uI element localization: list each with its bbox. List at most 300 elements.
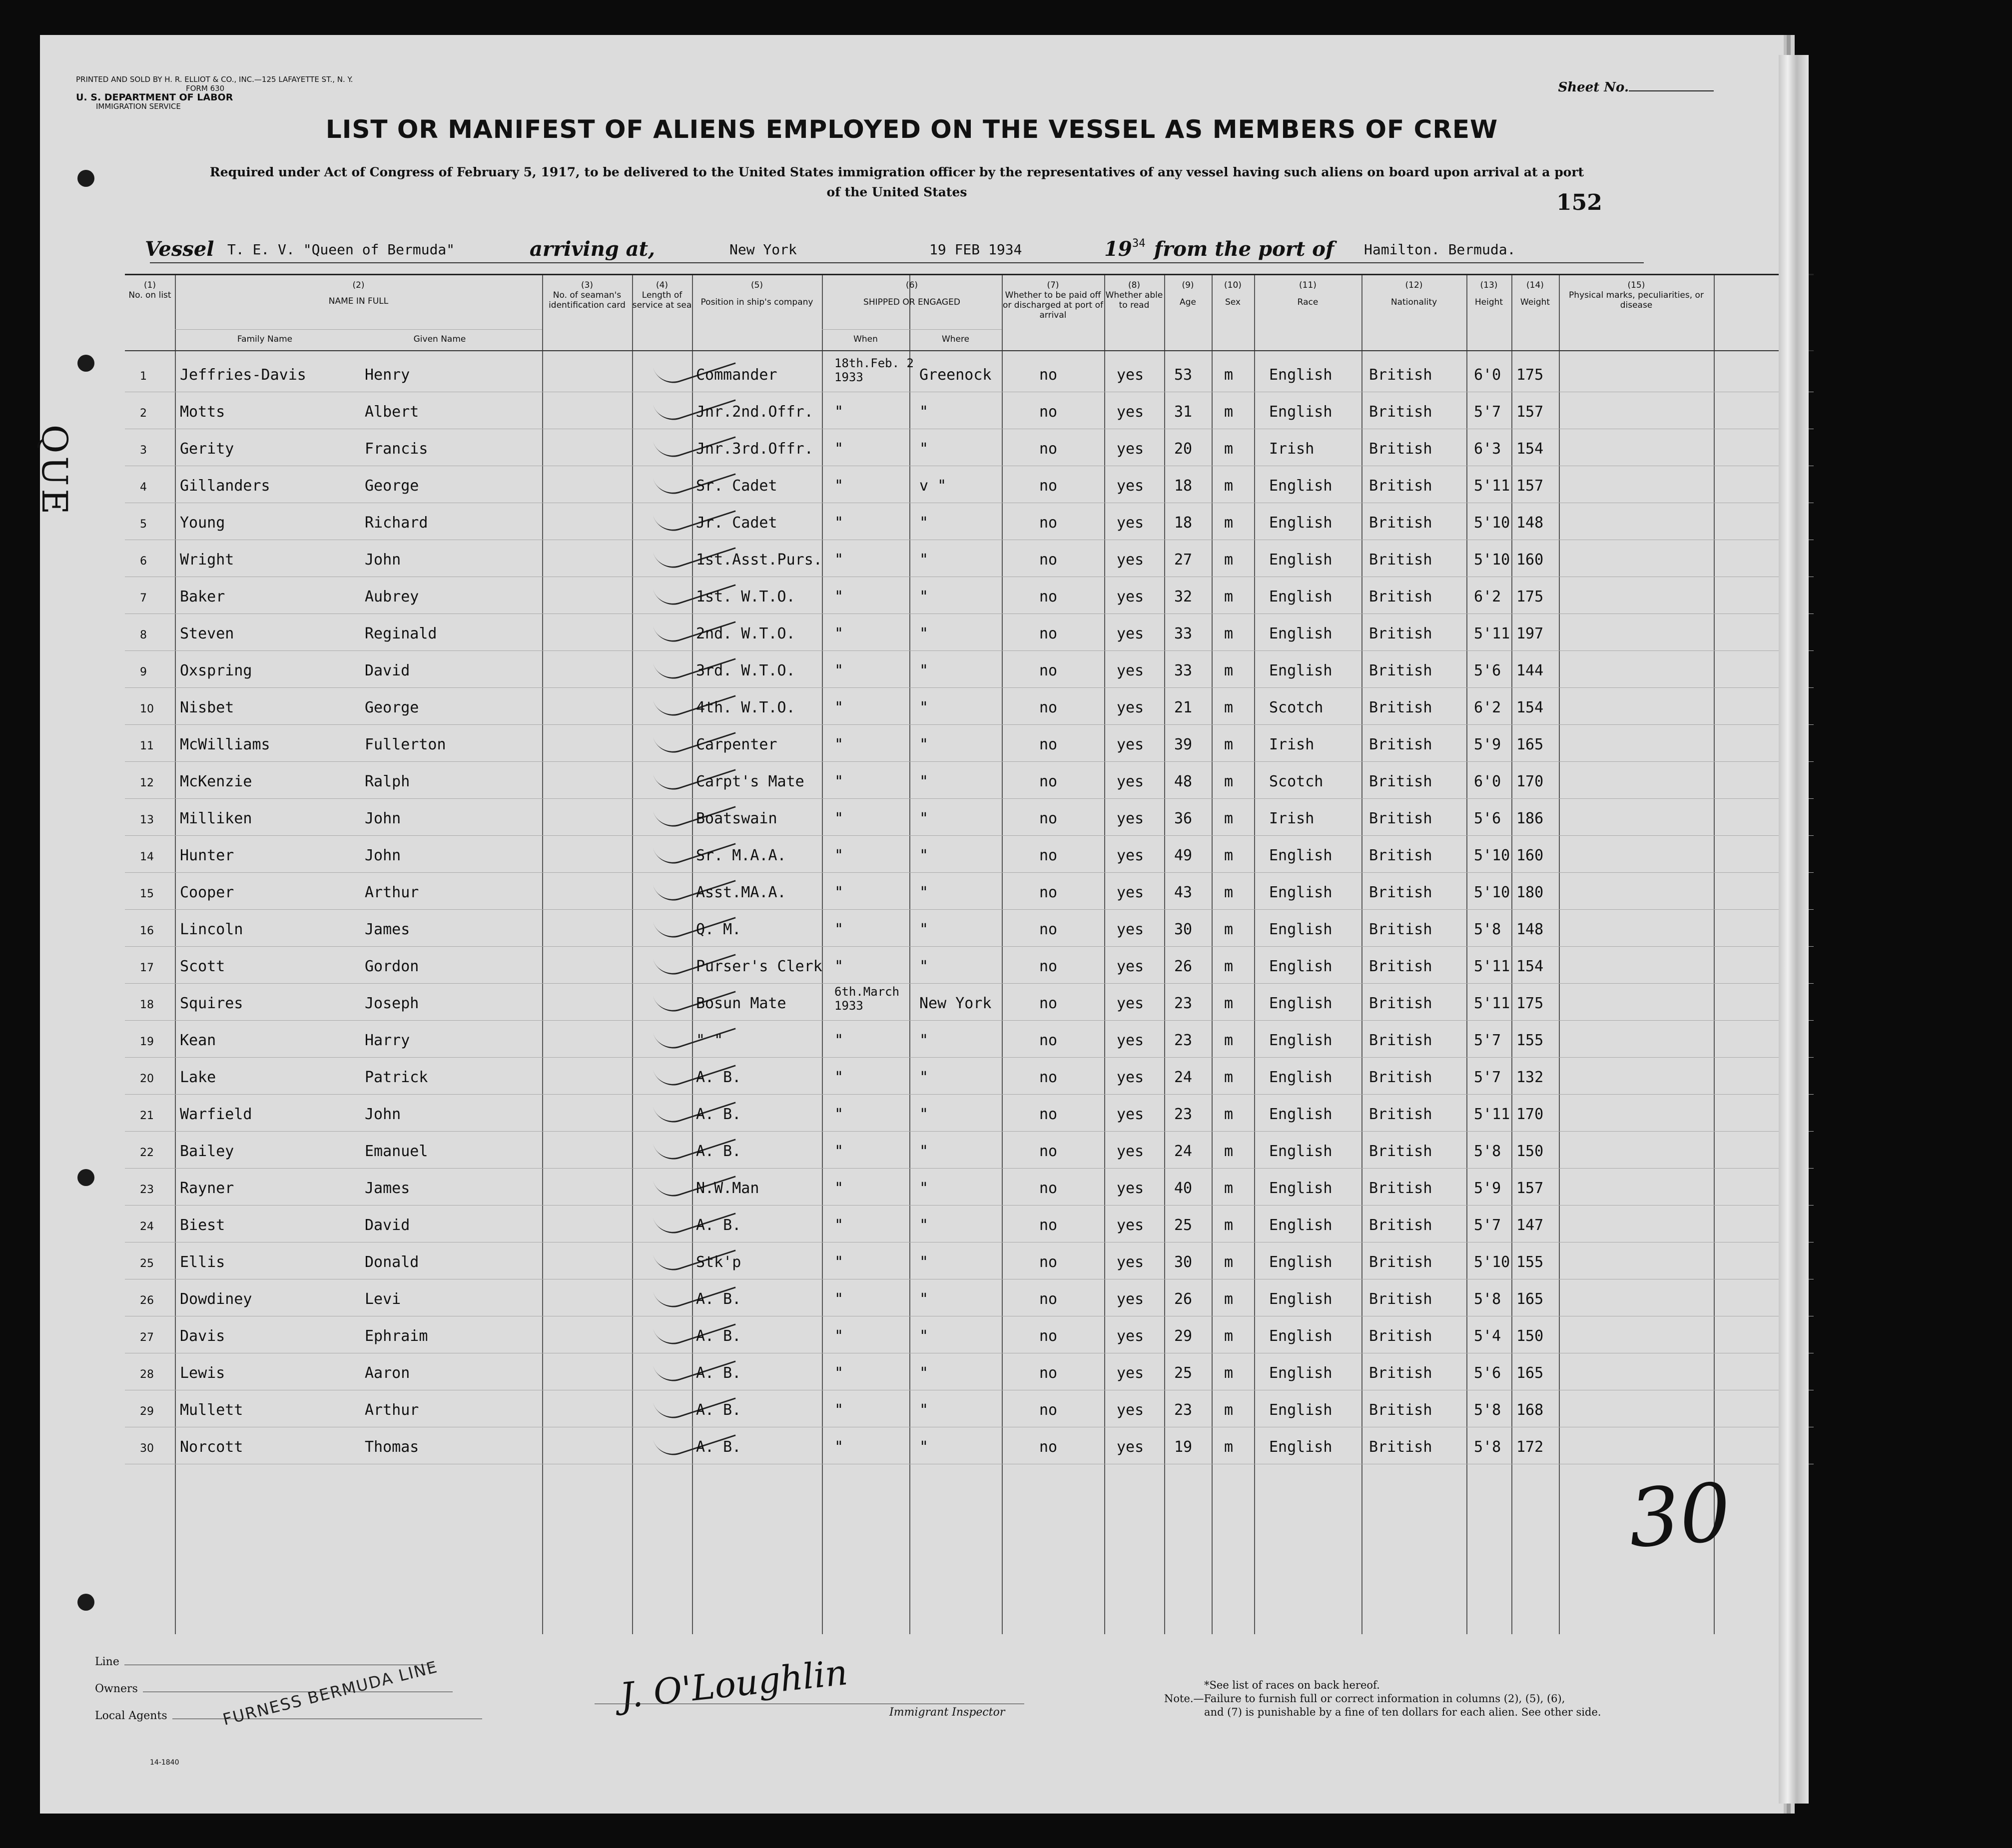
when-header: When (853, 334, 878, 344)
cell-sex: m (1224, 736, 1234, 753)
cell-age: 33 (1174, 625, 1193, 642)
cell-position: 1st.Asst.Purs. (696, 551, 822, 569)
cell-weight: 157 (1516, 477, 1544, 495)
cell-race: Irish (1269, 810, 1315, 827)
cell-family: Scott (180, 958, 225, 975)
cell-sex: m (1224, 1217, 1234, 1234)
cell-given: Henry (365, 366, 410, 384)
cell-given: Arthur (365, 884, 419, 901)
cell-paid: no (1039, 1438, 1058, 1456)
cell-paid: no (1039, 699, 1058, 716)
cell-no: 7 (140, 592, 147, 605)
cell-nat: British (1369, 1364, 1432, 1382)
cell-family: Ellis (180, 1253, 225, 1271)
cell-age: 26 (1174, 1290, 1193, 1308)
cell-age: 20 (1174, 440, 1193, 458)
cell-race: English (1269, 1069, 1333, 1086)
cell-age: 24 (1174, 1069, 1193, 1086)
cell-height: 5'10 (1474, 551, 1510, 569)
cell-nat: British (1369, 1032, 1432, 1049)
vessel-label: Vessel (145, 237, 214, 261)
where-header: Where (941, 334, 970, 344)
col-15-header: (15) Physical marks, peculiarities, or disease (1569, 280, 1704, 310)
cell-height: 5'7 (1474, 1217, 1501, 1234)
punch-hole (77, 355, 94, 372)
table-row (125, 1316, 1814, 1353)
cell-race: English (1269, 995, 1333, 1012)
printer-block (76, 75, 353, 111)
total-count-mark: 30 (1625, 1465, 1734, 1566)
cell-race: English (1269, 551, 1333, 569)
cell-position: Sr. M.A.A. (696, 847, 786, 864)
cell-sex: m (1224, 995, 1234, 1012)
page-number: 152 (1556, 190, 1602, 215)
cell-race: English (1269, 1180, 1333, 1197)
cell-nat: British (1369, 1290, 1432, 1308)
cell-nat: British (1369, 1069, 1432, 1086)
cell-no: 19 (140, 1036, 154, 1048)
cell-read: yes (1117, 1290, 1144, 1308)
cell-paid: no (1039, 514, 1058, 532)
table-row (125, 503, 1814, 540)
cell-weight: 154 (1516, 699, 1544, 716)
cell-position: Jnr.2nd.Offr. (696, 403, 813, 421)
cell-race: English (1269, 921, 1333, 938)
cell-when: " (834, 403, 844, 421)
cell-age: 21 (1174, 699, 1193, 716)
cell-weight: 170 (1516, 1106, 1544, 1123)
cell-age: 39 (1174, 736, 1193, 753)
cell-when: " (834, 1438, 844, 1456)
cell-race: English (1269, 1143, 1333, 1160)
cell-given: Richard (365, 514, 428, 532)
cell-where: " (919, 810, 929, 827)
cell-position: Stk'p (696, 1253, 741, 1271)
cell-family: Bailey (180, 1143, 234, 1160)
cell-nat: British (1369, 1438, 1432, 1456)
cell-read: yes (1117, 1253, 1144, 1271)
cell-age: 29 (1174, 1327, 1193, 1345)
cell-family: Cooper (180, 884, 234, 901)
cell-age: 23 (1174, 1401, 1193, 1419)
cell-no: 30 (140, 1442, 154, 1455)
cell-age: 25 (1174, 1217, 1193, 1234)
cell-sex: m (1224, 921, 1234, 938)
cell-given: Francis (365, 440, 428, 458)
table-row (125, 836, 1814, 873)
cell-weight: 155 (1516, 1253, 1544, 1271)
cell-paid: no (1039, 477, 1058, 495)
table-row (125, 1206, 1814, 1242)
line-label: Line (95, 1656, 119, 1668)
cell-nat: British (1369, 1143, 1432, 1160)
cell-given: Emanuel (365, 1143, 428, 1160)
cell-nat: British (1369, 440, 1432, 458)
cell-height: 5'4 (1474, 1327, 1501, 1345)
cell-no: 20 (140, 1073, 154, 1085)
cell-position: Carpt's Mate (696, 773, 804, 790)
cell-weight: 154 (1516, 440, 1544, 458)
col-3-header: (3) No. of seaman's identification card (549, 280, 626, 310)
cell-sex: m (1224, 1401, 1234, 1419)
cell-where: " (919, 1401, 929, 1419)
cell-age: 33 (1174, 662, 1193, 679)
given-name-header: Given Name (413, 334, 466, 344)
cell-nat: British (1369, 699, 1432, 716)
cell-paid: no (1039, 1401, 1058, 1419)
arriving-label: arriving at, (530, 237, 655, 261)
cell-nat: British (1369, 736, 1432, 753)
cell-height: 5'10 (1474, 514, 1510, 532)
table-row (125, 429, 1814, 466)
cell-when: " (834, 551, 844, 569)
cell-family: McKenzie (180, 773, 252, 790)
cell-read: yes (1117, 921, 1144, 938)
cell-when: " (834, 773, 844, 790)
cell-when: " (834, 625, 844, 642)
cell-position: A. B. (696, 1364, 741, 1382)
cell-nat: British (1369, 1217, 1432, 1234)
cell-age: 53 (1174, 366, 1193, 384)
table-row (125, 355, 1814, 392)
cell-age: 48 (1174, 773, 1193, 790)
cell-paid: no (1039, 551, 1058, 569)
cell-race: English (1269, 514, 1333, 532)
cell-nat: British (1369, 1401, 1432, 1419)
cell-read: yes (1117, 1032, 1144, 1049)
cell-no: 12 (140, 777, 154, 789)
cell-nat: British (1369, 477, 1432, 495)
cell-when: " (834, 736, 844, 753)
cell-weight: 197 (1516, 625, 1544, 642)
cell-paid: no (1039, 625, 1058, 642)
cell-family: Motts (180, 403, 225, 421)
cell-sex: m (1224, 773, 1234, 790)
cell-sex: m (1224, 958, 1234, 975)
cell-sex: m (1224, 588, 1234, 606)
cell-read: yes (1117, 1106, 1144, 1123)
cell-when: " (834, 514, 844, 532)
cell-nat: British (1369, 551, 1432, 569)
cell-weight: 168 (1516, 1401, 1544, 1419)
cell-given: Fullerton (365, 736, 446, 753)
cell-no: 13 (140, 814, 154, 826)
cell-age: 31 (1174, 403, 1193, 421)
cell-when: " (834, 1253, 844, 1271)
cell-where: " (919, 1290, 929, 1308)
cell-when: " (834, 1217, 844, 1234)
cell-no: 22 (140, 1147, 154, 1159)
cell-sex: m (1224, 1438, 1234, 1456)
cell-position: Asst.MA.A. (696, 884, 786, 901)
cell-weight: 154 (1516, 958, 1544, 975)
cell-where: " (919, 1253, 929, 1271)
cell-weight: 180 (1516, 884, 1544, 901)
cell-family: Lincoln (180, 921, 243, 938)
cell-race: English (1269, 847, 1333, 864)
margin-handwriting: QUE (34, 425, 75, 518)
requirement-line-1: Required under Act of Congress of February 5, 1917, to be delivered to the United States immigration officer by the representatives of any vessel having such aliens on board upon arrival at a port (209, 165, 1584, 179)
table-row (125, 910, 1814, 947)
cell-given: George (365, 699, 419, 716)
cell-family: McWilliams (180, 736, 270, 753)
cell-family: Rayner (180, 1180, 234, 1197)
cell-age: 40 (1174, 1180, 1193, 1197)
cell-where: " (919, 588, 929, 606)
cell-where: " (919, 699, 929, 716)
cell-paid: no (1039, 1032, 1058, 1049)
cell-weight: 160 (1516, 551, 1544, 569)
cell-family: Lewis (180, 1364, 225, 1382)
cell-read: yes (1117, 884, 1144, 901)
cell-no: 15 (140, 888, 154, 900)
cell-height: 5'8 (1474, 1438, 1501, 1456)
cell-given: John (365, 810, 401, 827)
cell-where: " (919, 847, 929, 864)
table-row (125, 1390, 1814, 1427)
cell-race: Irish (1269, 440, 1315, 458)
cell-family: Wright (180, 551, 234, 569)
cell-no: 8 (140, 629, 147, 641)
inspector-signature: J. O'Loughlin (618, 1652, 850, 1717)
cell-weight: 150 (1516, 1327, 1544, 1345)
cell-paid: no (1039, 1143, 1058, 1160)
cell-sex: m (1224, 1032, 1234, 1049)
stacked-page-edge (1779, 55, 1809, 1804)
cell-race: English (1269, 625, 1333, 642)
cell-sex: m (1224, 366, 1234, 384)
cell-given: Donald (365, 1253, 419, 1271)
cell-height: 5'6 (1474, 810, 1501, 827)
cell-nat: British (1369, 662, 1432, 679)
cell-family: Baker (180, 588, 225, 606)
cell-position: " " (696, 1032, 723, 1049)
cell-height: 5'11 (1474, 477, 1510, 495)
cell-height: 5'10 (1474, 847, 1510, 864)
cell-when: " (834, 1069, 844, 1086)
table-row (125, 1279, 1814, 1316)
cell-nat: British (1369, 1253, 1432, 1271)
cell-no: 29 (140, 1405, 154, 1418)
cell-when: " (834, 1180, 844, 1197)
cell-where: v " (919, 477, 947, 495)
cell-read: yes (1117, 958, 1144, 975)
cell-position: A. B. (696, 1106, 741, 1123)
cell-race: English (1269, 366, 1333, 384)
cell-when: " (834, 588, 844, 606)
cell-where: " (919, 662, 929, 679)
cell-age: 23 (1174, 1032, 1193, 1049)
cell-read: yes (1117, 1401, 1144, 1419)
cell-given: David (365, 662, 410, 679)
cell-height: 5'11 (1474, 1106, 1510, 1123)
cell-height: 5'11 (1474, 625, 1510, 642)
cell-when: " (834, 921, 844, 938)
cell-sex: m (1224, 477, 1234, 495)
cell-height: 5'7 (1474, 1032, 1501, 1049)
cell-sex: m (1224, 699, 1234, 716)
cell-read: yes (1117, 736, 1144, 753)
cell-when: " (834, 1401, 844, 1419)
table-row (125, 1058, 1814, 1095)
cell-when: " (834, 884, 844, 901)
cell-nat: British (1369, 995, 1432, 1012)
cell-race: English (1269, 1364, 1333, 1382)
punch-hole (77, 170, 94, 187)
cell-nat: British (1369, 847, 1432, 864)
cell-height: 5'8 (1474, 1290, 1501, 1308)
cell-when: 6th.March 1933 (834, 985, 900, 1013)
cell-family: Dowdiney (180, 1290, 252, 1308)
cell-position: Carpenter (696, 736, 777, 753)
col-1-header: (1) No. on list (128, 280, 171, 300)
cell-age: 32 (1174, 588, 1193, 606)
cell-paid: no (1039, 366, 1058, 384)
cell-sex: m (1224, 810, 1234, 827)
punch-hole (77, 1594, 94, 1611)
table-row (125, 799, 1814, 836)
cell-read: yes (1117, 1327, 1144, 1345)
cell-family: Nisbet (180, 699, 234, 716)
cell-where: " (919, 625, 929, 642)
cell-paid: no (1039, 736, 1058, 753)
cell-position: 3rd. W.T.O. (696, 662, 795, 679)
cell-position: A. B. (696, 1069, 741, 1086)
cell-family: Gillanders (180, 477, 270, 495)
cell-when: " (834, 1106, 844, 1123)
cell-weight: 165 (1516, 736, 1544, 753)
cell-where: Greenock (919, 366, 992, 384)
cell-paid: no (1039, 884, 1058, 901)
cell-race: English (1269, 1253, 1333, 1271)
manifest-page (34, 35, 1784, 1814)
cell-family: Jeffries-Davis (180, 366, 306, 384)
cell-read: yes (1117, 588, 1144, 606)
col-6-header: (6) SHIPPED OR ENGAGED (863, 280, 960, 307)
cell-sex: m (1224, 1143, 1234, 1160)
cell-no: 16 (140, 925, 154, 937)
cell-paid: no (1039, 588, 1058, 606)
col-10-header: (10) Sex (1224, 280, 1242, 307)
cell-paid: no (1039, 921, 1058, 938)
cell-paid: no (1039, 1327, 1058, 1345)
cell-race: Scotch (1269, 699, 1324, 716)
col-12-header: (12) Nationality (1390, 280, 1437, 307)
cell-family: Kean (180, 1032, 216, 1049)
table-row (125, 1242, 1814, 1279)
cell-race: Irish (1269, 736, 1315, 753)
table-row (125, 1132, 1814, 1169)
cell-no: 21 (140, 1110, 154, 1122)
cell-given: Ephraim (365, 1327, 428, 1345)
cell-height: 5'7 (1474, 403, 1501, 421)
cell-where: " (919, 1217, 929, 1234)
cell-nat: British (1369, 921, 1432, 938)
col-8-header: (8) Whether able to read (1105, 280, 1163, 310)
requirement-text (140, 162, 1654, 202)
cell-no: 4 (140, 481, 147, 494)
cell-read: yes (1117, 773, 1144, 790)
table-row (125, 466, 1814, 503)
cell-read: yes (1117, 1069, 1144, 1086)
cell-height: 5'7 (1474, 1069, 1501, 1086)
cell-race: English (1269, 1032, 1333, 1049)
cell-nat: British (1369, 1327, 1432, 1345)
cell-age: 36 (1174, 810, 1193, 827)
cell-position: Commander (696, 366, 777, 384)
cell-where: " (919, 921, 929, 938)
cell-weight: 147 (1516, 1217, 1544, 1234)
cell-when: " (834, 810, 844, 827)
cell-where: " (919, 1143, 929, 1160)
form-code: 14-1840 (150, 1759, 179, 1767)
form-number: FORM 630 (186, 84, 225, 93)
cell-race: English (1269, 1106, 1333, 1123)
cell-when: 18th.Feb. 2 1933 (834, 356, 914, 384)
table-row (125, 1169, 1814, 1206)
cell-weight: 175 (1516, 995, 1544, 1012)
cell-height: 6'2 (1474, 699, 1501, 716)
table-row (125, 1021, 1814, 1058)
cell-age: 19 (1174, 1438, 1193, 1456)
cell-read: yes (1117, 699, 1144, 716)
cell-height: 6'2 (1474, 588, 1501, 606)
cell-no: 11 (140, 740, 154, 752)
cell-given: Reginald (365, 625, 437, 642)
cell-given: Arthur (365, 1401, 419, 1419)
cell-no: 3 (140, 444, 147, 457)
cell-nat: British (1369, 366, 1432, 384)
col-9-header: (9) Age (1180, 280, 1196, 307)
cell-race: English (1269, 1290, 1333, 1308)
document-title: LIST OR MANIFEST OF ALIENS EMPLOYED ON THE VESSEL AS MEMBERS OF CREW (325, 115, 1498, 144)
cell-nat: British (1369, 810, 1432, 827)
cell-weight: 165 (1516, 1364, 1544, 1382)
cell-paid: no (1039, 773, 1058, 790)
cell-race: English (1269, 1217, 1333, 1234)
cell-no: 23 (140, 1184, 154, 1196)
cell-nat: British (1369, 958, 1432, 975)
cell-no: 6 (140, 555, 147, 568)
cell-read: yes (1117, 625, 1144, 642)
cell-where: " (919, 1180, 929, 1197)
cell-read: yes (1117, 551, 1144, 569)
vessel-line (145, 237, 1644, 263)
cell-where: " (919, 1069, 929, 1086)
cell-family: Gerity (180, 440, 234, 458)
cell-paid: no (1039, 995, 1058, 1012)
table-row (125, 873, 1814, 910)
cell-position: A. B. (696, 1401, 741, 1419)
table-row (125, 1427, 1814, 1464)
cell-position: Bosun Mate (696, 995, 786, 1012)
cell-age: 30 (1174, 921, 1193, 938)
table-row (125, 392, 1814, 429)
cell-no: 17 (140, 962, 154, 974)
cell-read: yes (1117, 1143, 1144, 1160)
table-row (125, 577, 1814, 614)
cell-age: 49 (1174, 847, 1193, 864)
cell-position: A. B. (696, 1217, 741, 1234)
year-prefix: 19 (1104, 237, 1132, 261)
cell-race: English (1269, 588, 1333, 606)
cell-sex: m (1224, 551, 1234, 569)
cell-given: David (365, 1217, 410, 1234)
cell-position: N.W.Man (696, 1180, 759, 1197)
sheet-number-blank (1629, 90, 1714, 91)
cell-given: Aaron (365, 1364, 410, 1382)
cell-weight: 170 (1516, 773, 1544, 790)
